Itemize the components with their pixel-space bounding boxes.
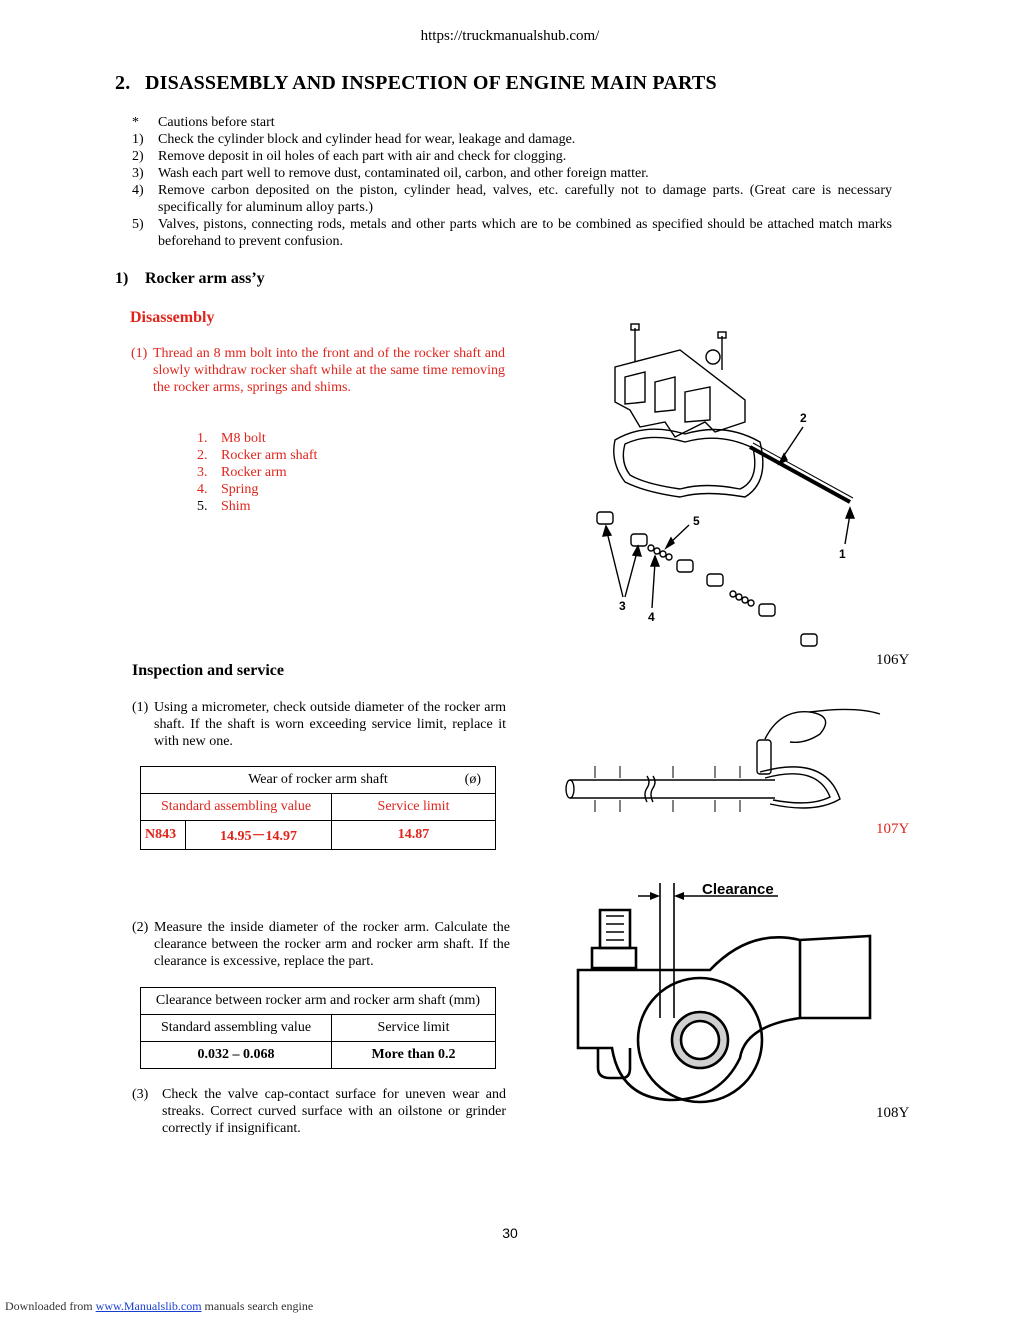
manualslib-link[interactable]: www.Manualslib.com xyxy=(95,1299,202,1313)
section-number: 2. xyxy=(115,72,131,94)
list-text: Cautions before start xyxy=(158,115,275,130)
list-item xyxy=(197,447,317,464)
micrometer-frame-icon xyxy=(760,767,840,808)
step-marker: (1) xyxy=(132,700,149,715)
inspection-step-1 xyxy=(132,699,506,750)
list-marker: 4. xyxy=(197,482,208,497)
table-header-limit: Service limit xyxy=(332,794,496,821)
table-title-cell xyxy=(141,767,496,794)
parts-list xyxy=(197,430,317,515)
page-number: 30 xyxy=(502,1225,518,1241)
footer-suffix: manuals search engine xyxy=(201,1299,314,1313)
rocker-shaft-icon xyxy=(750,447,850,502)
shaft-icon xyxy=(570,780,775,798)
table-header-std: Standard assembling value xyxy=(141,1015,332,1042)
list-marker: 1) xyxy=(132,132,144,147)
bolt-icon xyxy=(631,324,726,370)
list-marker: * xyxy=(132,115,139,130)
part-label: Rocker arm xyxy=(221,465,287,480)
section-title: DISASSEMBLY AND INSPECTION OF ENGINE MAIN PARTS xyxy=(145,72,717,94)
table-cell-limit: More than 0.2 xyxy=(332,1042,496,1069)
table-unit: (ø) xyxy=(464,772,481,787)
part-label: Spring xyxy=(221,482,259,497)
list-item xyxy=(197,430,317,447)
subsection-heading xyxy=(115,270,265,288)
part-label: Shim xyxy=(221,499,251,514)
list-text: Remove deposit in oil holes of each part with air and check for clogging. xyxy=(158,149,567,164)
table-cell-limit: 14.87 xyxy=(332,821,496,850)
part-label: Rocker arm shaft xyxy=(221,448,318,463)
callout-1: 1 xyxy=(839,547,846,561)
rocker-shaft-wear-table xyxy=(140,766,496,850)
list-item xyxy=(132,216,892,250)
list-item xyxy=(132,182,892,216)
table-row xyxy=(141,1015,496,1042)
list-marker: 2. xyxy=(197,448,208,463)
list-item xyxy=(132,114,892,131)
step-marker: (1) xyxy=(131,346,148,361)
cautions-list xyxy=(132,114,892,250)
step-text: Check the valve cap-contact surface for uneven wear and streaks. Correct curved surface with an oilstone or grinder correctly if insignificant. xyxy=(162,1087,506,1136)
cap-nut-icon xyxy=(706,350,720,364)
list-text: Remove carbon deposited on the piston, cylinder head, valves, etc. carefully not to damage parts. (Great care is necessary specifically for aluminum alloy parts.) xyxy=(158,183,892,215)
subsection-title: Rocker arm ass’y xyxy=(145,270,265,287)
inspection-step-2 xyxy=(132,919,510,970)
inspection-title: Inspection and service xyxy=(132,662,284,679)
list-text: Valves, pistons, connecting rods, metals and other parts which are to be combined as specified should be attached match marks beforehand to prevent confusion. xyxy=(158,217,892,249)
table-row xyxy=(141,794,496,821)
list-item xyxy=(197,481,317,498)
subsection-number: 1) xyxy=(115,270,129,287)
list-marker: 5. xyxy=(197,499,208,514)
table-row xyxy=(141,1042,496,1069)
rocker-housing-icon xyxy=(615,350,745,437)
list-marker: 4) xyxy=(132,183,144,198)
list-marker: 3. xyxy=(197,465,208,480)
list-item xyxy=(132,165,892,182)
table-row xyxy=(141,821,496,850)
disassembly-step-1 xyxy=(131,345,505,396)
table-header-std: Standard assembling value xyxy=(141,794,332,821)
list-item xyxy=(197,498,317,515)
table-title: Clearance between rocker arm and rocker arm shaft (mm) xyxy=(141,988,496,1015)
footer xyxy=(5,1299,313,1314)
list-item xyxy=(132,131,892,148)
table-cell-std: 14.95－14.97 xyxy=(186,821,332,850)
lock-nut-icon xyxy=(592,948,636,968)
clearance-table xyxy=(140,987,496,1069)
list-marker: 5) xyxy=(132,217,144,232)
clearance-label: Clearance xyxy=(702,881,774,898)
table-header-limit: Service limit xyxy=(332,1015,496,1042)
table-row xyxy=(141,767,496,794)
step-marker: (3) xyxy=(132,1087,149,1102)
table-title: Wear of rocker arm shaft xyxy=(248,772,388,787)
part-label: M8 bolt xyxy=(221,431,266,446)
rocker-arm-exploded-figure xyxy=(585,322,885,662)
springs-icon xyxy=(648,545,754,606)
callout-3: 3 xyxy=(619,599,626,613)
clearance-figure xyxy=(570,878,890,1106)
list-marker: 1. xyxy=(197,431,208,446)
list-text: Check the cylinder block and cylinder head for wear, leakage and damage. xyxy=(158,132,576,147)
step-text: Measure the inside diameter of the rocker arm. Calculate the clearance between the rocker arm and rocker arm shaft. If the clearance is excessive, replace the part. xyxy=(154,920,510,969)
header-url: https://truckmanualshub.com/ xyxy=(420,28,600,44)
footer-prefix: Downloaded from xyxy=(5,1299,96,1313)
table-cell-model: N843 xyxy=(141,821,186,850)
list-marker: 2) xyxy=(132,149,144,164)
callout-5: 5 xyxy=(693,514,700,528)
section-heading xyxy=(115,72,717,95)
micrometer-spindle-icon xyxy=(757,740,771,774)
figure-label-108y: 108Y xyxy=(876,1105,910,1121)
figure-label-107y: 107Y xyxy=(876,821,910,837)
list-text: Wash each part well to remove dust, contaminated oil, carbon, and other foreign matter. xyxy=(158,166,649,181)
list-marker: 3) xyxy=(132,166,144,181)
callout-4: 4 xyxy=(648,610,655,624)
rocker-arm-body-icon xyxy=(578,936,870,1100)
step-text: Using a micrometer, check outside diameter of the rocker arm shaft. If the shaft is worn exceeding service limit, replace it with new one. xyxy=(154,700,506,749)
figure-label-106y: 106Y xyxy=(876,652,910,668)
hand-icon xyxy=(765,712,826,743)
list-item xyxy=(132,148,892,165)
micrometer-figure xyxy=(565,704,885,829)
step-text: Thread an 8 mm bolt into the front and of the rocker shaft and slowly withdraw rocker shaft while at the same time removing the rocker arms, springs and shims. xyxy=(153,346,505,395)
list-item xyxy=(197,464,317,481)
step-marker: (2) xyxy=(132,920,149,935)
callout-2: 2 xyxy=(800,411,807,425)
disassembly-title: Disassembly xyxy=(130,309,215,326)
table-cell-std: 0.032 – 0.068 xyxy=(141,1042,332,1069)
table-row xyxy=(141,988,496,1015)
inspection-step-3 xyxy=(132,1086,506,1137)
